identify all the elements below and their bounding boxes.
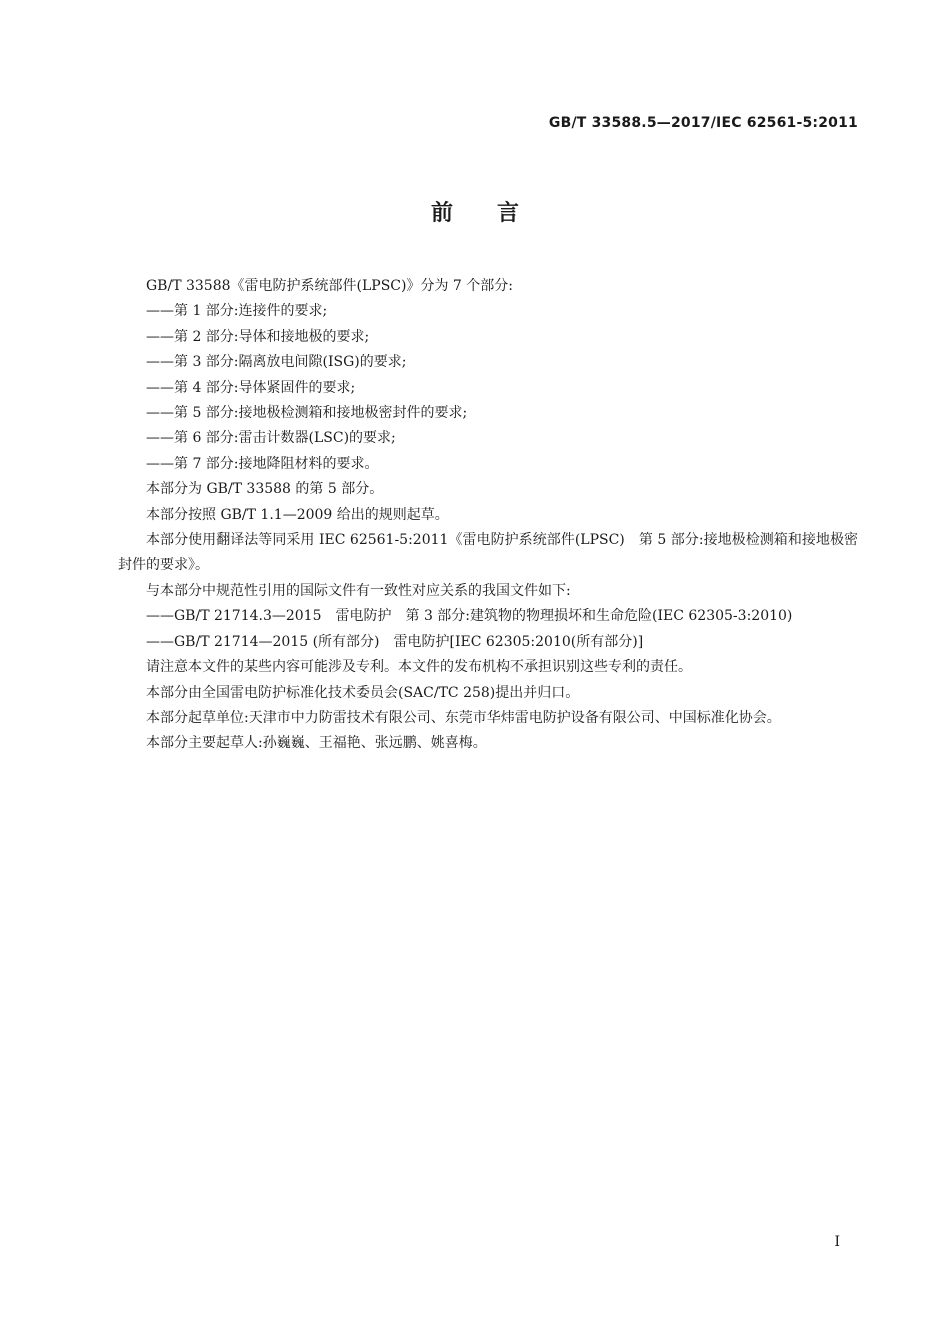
body-paragraph: 本部分为 GB/T 33588 的第 5 部分。 [146, 481, 384, 498]
part-list-item: ——第 1 部分:连接件的要求; [146, 303, 328, 320]
body-paragraph: 本部分起草单位:天津市中力防雷技术有限公司、东莞市华炜雷电防护设备有限公司、中国标准化协会。 [146, 709, 781, 726]
body-paragraph: 本部分由全国雷电防护标准化技术委员会(SAC/TC 258)提出并归口。 [146, 684, 580, 701]
standard-number-header: GB/T 33588.5—2017/IEC 62561-5:2011 [548, 115, 858, 131]
body-paragraph: 本部分使用翻译法等同采用 IEC 62561-5:2011《雷电防护系统部件(LPSC) 第 5 部分:接地极检测箱和接地极密封件的要求》。 [118, 532, 858, 574]
page-title: 前言 [430, 201, 563, 226]
intro-paragraph: GB/T 33588《雷电防护系统部件(LPSC)》分为 7 个部分: [146, 278, 513, 294]
part-list-item: ——第 3 部分:隔离放电间隙(ISG)的要求; [146, 354, 407, 371]
reference-list-item: ——GB/T 21714.3—2015 雷电防护 第 3 部分:建筑物的物理损坏和生命危险(IEC 62305-3:2010) [146, 608, 793, 625]
part-list-item: ——第 6 部分:雷击计数器(LSC)的要求; [146, 430, 396, 447]
part-list-item: ——第 7 部分:接地降阻材料的要求。 [146, 455, 379, 472]
part-list-item: ——第 4 部分:导体紧固件的要求; [146, 379, 356, 396]
body-paragraph: 本部分按照 GB/T 1.1—2009 给出的规则起草。 [146, 506, 449, 523]
reference-list-item: ——GB/T 21714—2015 (所有部分) 雷电防护[IEC 62305:2010(所有部分)] [146, 633, 644, 650]
body-paragraph: 与本部分中规范性引用的国际文件有一致性对应关系的我国文件如下: [146, 582, 571, 599]
part-list-item: ——第 5 部分:接地极检测箱和接地极密封件的要求; [146, 405, 468, 422]
foreword-body [118, 274, 858, 757]
body-paragraph: 请注意本文件的某些内容可能涉及专利。本文件的发布机构不承担识别这些专利的责任。 [146, 659, 692, 676]
body-paragraph: 本部分主要起草人:孙巍巍、王福艳、张远鹏、姚喜梅。 [146, 735, 487, 752]
page-number: I [834, 1234, 840, 1250]
part-list-item: ——第 2 部分:导体和接地极的要求; [146, 328, 370, 345]
